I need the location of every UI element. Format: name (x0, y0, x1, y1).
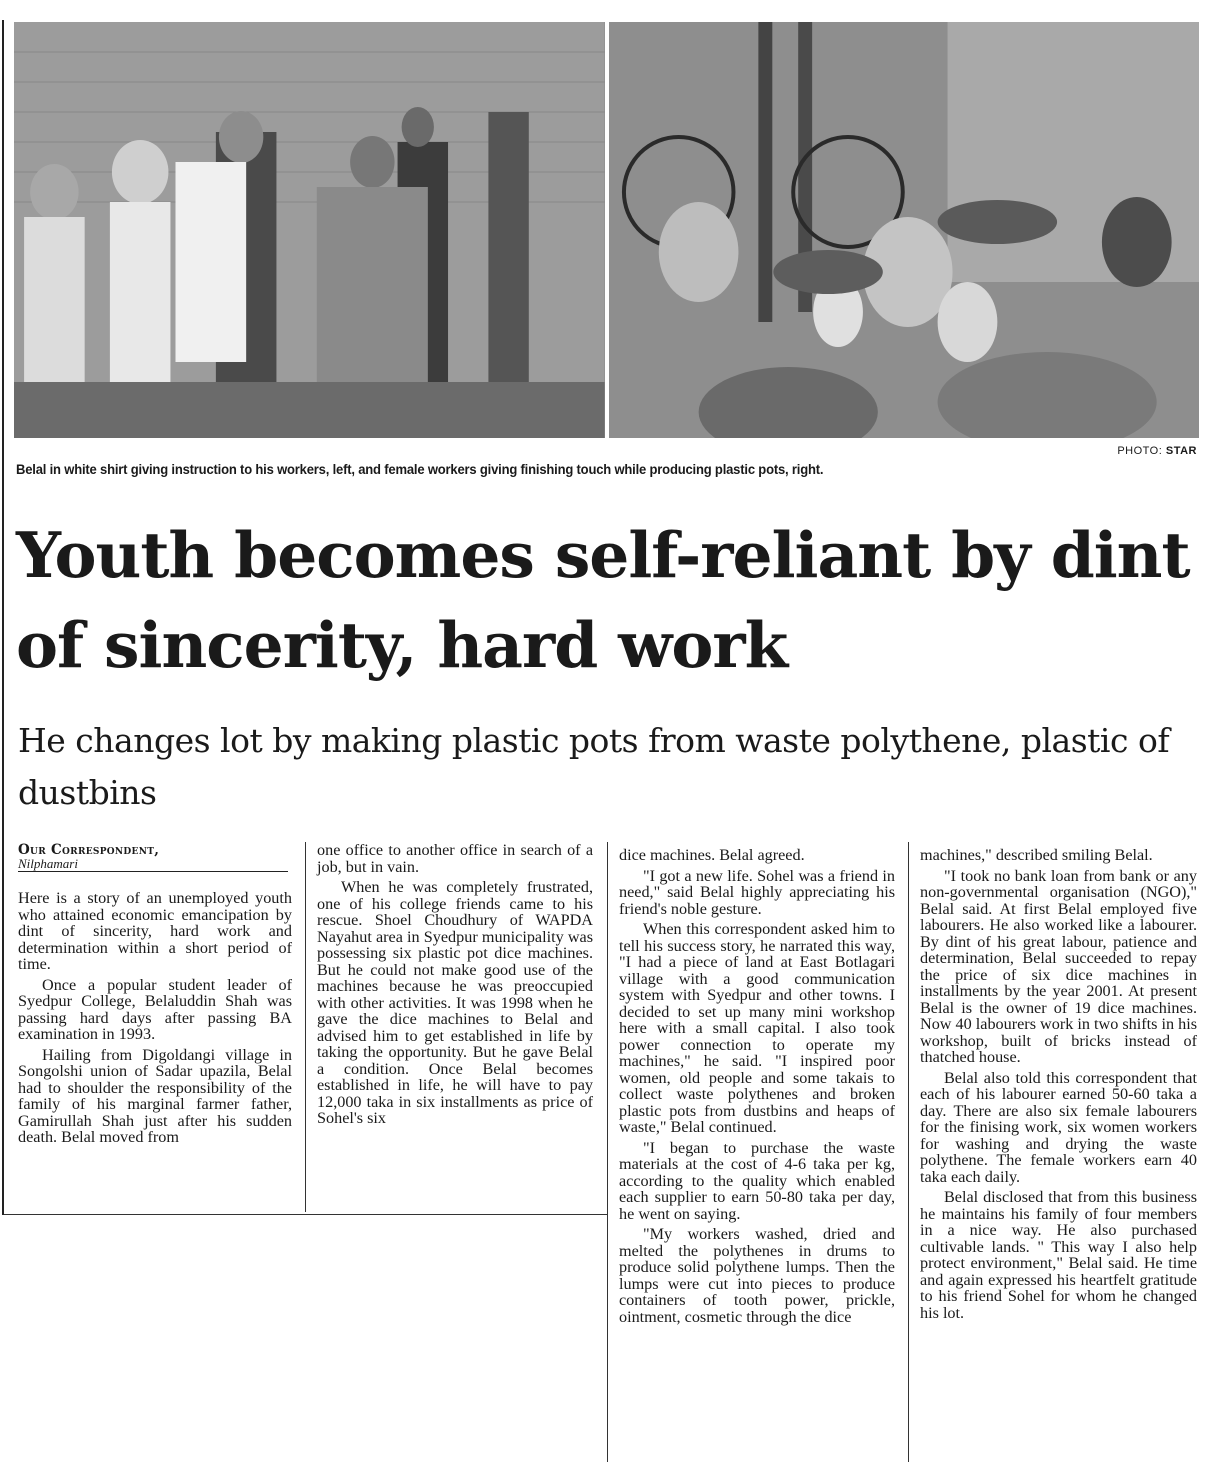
paragraph: Hailing from Digoldangi village in Songolshi union of Sadar upazila, Belal had to shoulder the responsibility of the family of his marginal farmer father, Gamirullah Shah just after his sudden death. Belal moved from (18, 1045, 292, 1146)
photo-credit (1117, 445, 1197, 457)
byline-place: Nilphamari (18, 856, 78, 871)
paragraph: "I got a new life. Sohel was a friend in need," said Belal highly appreciating his friend's noble gesture. (619, 866, 895, 918)
article-column-2 (317, 842, 593, 1131)
article-column-1 (18, 890, 292, 1150)
paragraph: "I took no bank loan from bank or any non-governmental organisation (NGO)," Belal said. At first Belal employed five labourers. He also worked like a labourer. By dint of his great labour, patience and determination, Belal succeeded to repay the price of six dice machines in installments by the year 2001. At present Belal is the owner of 19 dice machines. Now 40 labourers work in two shifts in his workshop, built of bricks instead of thatched house. (920, 866, 1197, 1066)
paragraph: machines," described smiling Belal. (920, 846, 1153, 864)
section-rule (4, 1214, 607, 1215)
paragraph: Belal disclosed that from this business he maintains his family of four members in a nice way. He also purchased cultivable lands. " This way I also help protect environment," Belal said. He time and again expressed his heartfelt gratitude to his friend Sohel for whom he changed his lot. (920, 1188, 1197, 1322)
column-rule (607, 842, 608, 1462)
byline-name: Our Correspondent, (18, 842, 160, 858)
left-column-rule (2, 20, 4, 1215)
photo-workers-machines (14, 22, 605, 438)
paragraph: "I began to purchase the waste materials at the cost of 4-6 taka per kg, according to the quality which enabled each supplier to earn 50-80 taka per day, he went on saying. (619, 1138, 895, 1223)
paragraph: Here is a story of an unemployed youth who attained economic emancipation by dint of sincerity, hard work and determination within a short period of time. (18, 889, 292, 973)
paragraph: When he was completely frustrated, one of his college friends came to his rescue. Shoel Choudhury of WAPDA Nayahut area in Syedpur municipality was possessing six plastic pot dice machines. But he could not make good use of the machines because he was preoccupied with other activities. It was 1998 when he gave the dice machines to Belal and advised him to get established in life by taking the opportunity. But he gave Belal a condition. Once Belal becomes established in life, he will have to pay 12,000 taka in six installments as price of Sohel's six (317, 878, 593, 1127)
byline-rule (18, 871, 288, 872)
photo-strip (14, 22, 1199, 438)
photo-caption: Belal in white shirt giving instruction to his workers, left, and female workers giving finishing touch while producing plastic pots, right. (16, 461, 824, 477)
photo-female-workers-pots (609, 22, 1200, 438)
photo-credit-source: STAR (1165, 445, 1197, 457)
column-rule (908, 842, 909, 1462)
article-column-3 (619, 847, 895, 1329)
subheadline: He changes lot by making plastic pots from waste polythene, plastic of dustbins (18, 721, 1170, 812)
byline (18, 842, 292, 872)
paragraph: dice machines. Belal agreed. (619, 846, 805, 864)
article-column-4 (920, 847, 1197, 1325)
photo-credit-label: PHOTO: (1117, 445, 1163, 457)
paragraph: Belal also told this correspondent that each of his labourer earned 50-60 taka a day. There are also six female labourers for the finising work, six women workers for washing and drying the waste polythene. The female workers earn 40 taka each daily. (920, 1068, 1197, 1186)
paragraph: When this correspondent asked him to tell his success story, he narrated this way, "I had a piece of land at East Botlagari village with a good communication system with Syedpur and other towns. I decided to set up many mini workshop here with a small capital. I also took power connection to operate my machines," he said. "I inspired poor women, old people and some takais to collect waste polythenes and broken plastic pots from dustbins and heaps of waste," Belal continued. (619, 920, 895, 1136)
paragraph: one office to another office in search of a job, but in vain. (317, 841, 593, 876)
paragraph: "My workers washed, dried and melted the polythenes in drums to produce solid polythene lumps. Then the lumps were cut into pieces to produce containers of tooth power, prickle, ointment, cosmetic through the dice (619, 1225, 895, 1326)
column-rule (305, 842, 306, 1212)
headline: Youth becomes self-reliant by dint of sincerity, hard work (16, 518, 1190, 682)
paragraph: Once a popular student leader of Syedpur College, Belaluddin Shah was passing hard days after passing BA examination in 1993. (18, 975, 292, 1043)
